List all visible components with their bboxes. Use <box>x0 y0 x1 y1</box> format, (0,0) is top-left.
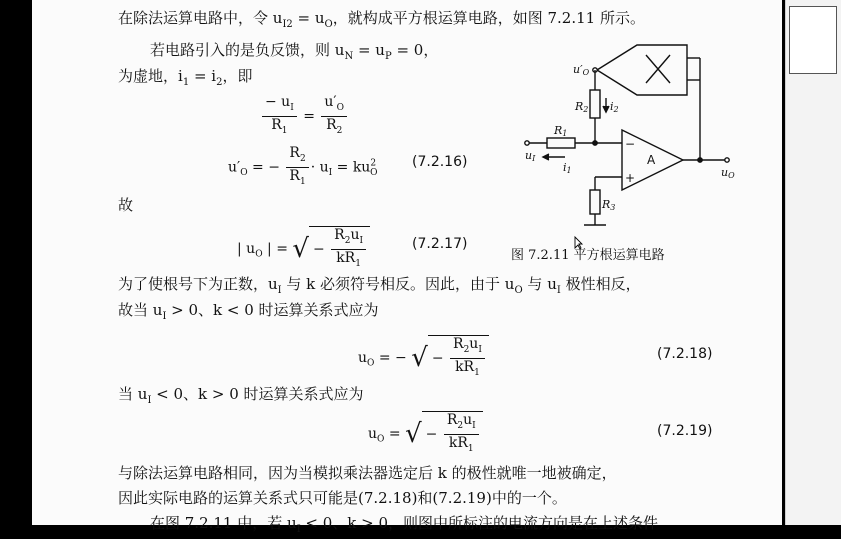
equation-number-18: (7.2.18) <box>657 346 713 362</box>
text-para-5: 因此实际电路的运算关系式只可能是(7.2.18)和(7.2.19)中的一个。 <box>118 489 567 507</box>
text-para-2: 故当 $u_I > 0$、k < 0 时运算关系式应为 <box>118 301 379 322</box>
label-minus: − <box>625 137 636 151</box>
text-gu: 故 <box>118 196 134 214</box>
text-line-3: 为虚地，$i_1 = i_2$，即 <box>118 67 253 88</box>
text-para-4: 与除法运算电路相同，因为当模拟乘法器选定后 k 的极性就唯一地被确定， <box>118 464 617 482</box>
equation-1: $\frac{- u_I}{R_1}$ = $\frac{u'_O}{R_2}$ <box>260 94 349 139</box>
label-R3: R3 <box>602 198 616 212</box>
equation-5: $u_O$ = √ − $\frac{R_2u_I}{kR_1}$ <box>368 411 483 457</box>
document-page <box>32 0 782 535</box>
equation-number-16: (7.2.16) <box>412 154 468 170</box>
text-para-3: 当 $u_I < 0$、k > 0 时运算关系式应为 <box>118 385 364 406</box>
equation-4: $u_O$ = − √ − $\frac{R_2u_I}{kR_1}$ <box>358 335 489 381</box>
label-R2: R2 <box>575 100 589 114</box>
text-para-6: 在图 7.2.11 中，若 $u_I < 0$、k > 0，则图中所标注的电流方向是在上述条件 <box>150 514 659 535</box>
label-uI: uI <box>525 149 536 163</box>
equation-2: $u'_O$ = − $\frac{R_2}{R_1}$ · $u_I = ku^2_O$ <box>228 145 378 187</box>
equation-3: | $u_O$ | = √ − $\frac{R_2u_I}{kR_1}$ <box>237 226 370 272</box>
multiplier-block <box>597 45 687 95</box>
label-i1: i1 <box>563 161 572 175</box>
circuit-diagram <box>487 40 735 255</box>
label-uO: uO <box>721 166 735 180</box>
text-line-2: 若电路引入的是负反馈，则 $u_N = u_P = 0$， <box>150 41 439 62</box>
resistor-R2 <box>590 90 600 118</box>
mouse-cursor-icon <box>574 236 583 250</box>
figure-caption: 图 7.2.11 平方根运算电路 <box>511 248 665 263</box>
page-thumbnail[interactable] <box>789 6 837 74</box>
label-A: A <box>647 153 656 167</box>
equation-number-19: (7.2.19) <box>657 423 713 439</box>
label-plus: + <box>625 171 636 185</box>
text-line-1: 在除法运算电路中，令 $u_{I2} = u_O$，就构成平方根运算电路，如图 7.2.11 所示。 <box>118 9 645 30</box>
resistor-R3 <box>590 190 600 214</box>
label-i2: i2 <box>610 100 619 114</box>
right-scrollbar-panel[interactable] <box>785 0 841 525</box>
text-para-1: 为了使根号下为正数，$u_I$ 与 k 必须符号相反。因此，由于 $u_O$ 与 $u_I$ 极性相反， <box>118 275 641 296</box>
resistor-R1 <box>547 138 575 148</box>
label-R1: R1 <box>554 124 568 138</box>
label-uo-prime: u′O <box>573 63 590 77</box>
equation-number-17: (7.2.17) <box>412 236 468 252</box>
